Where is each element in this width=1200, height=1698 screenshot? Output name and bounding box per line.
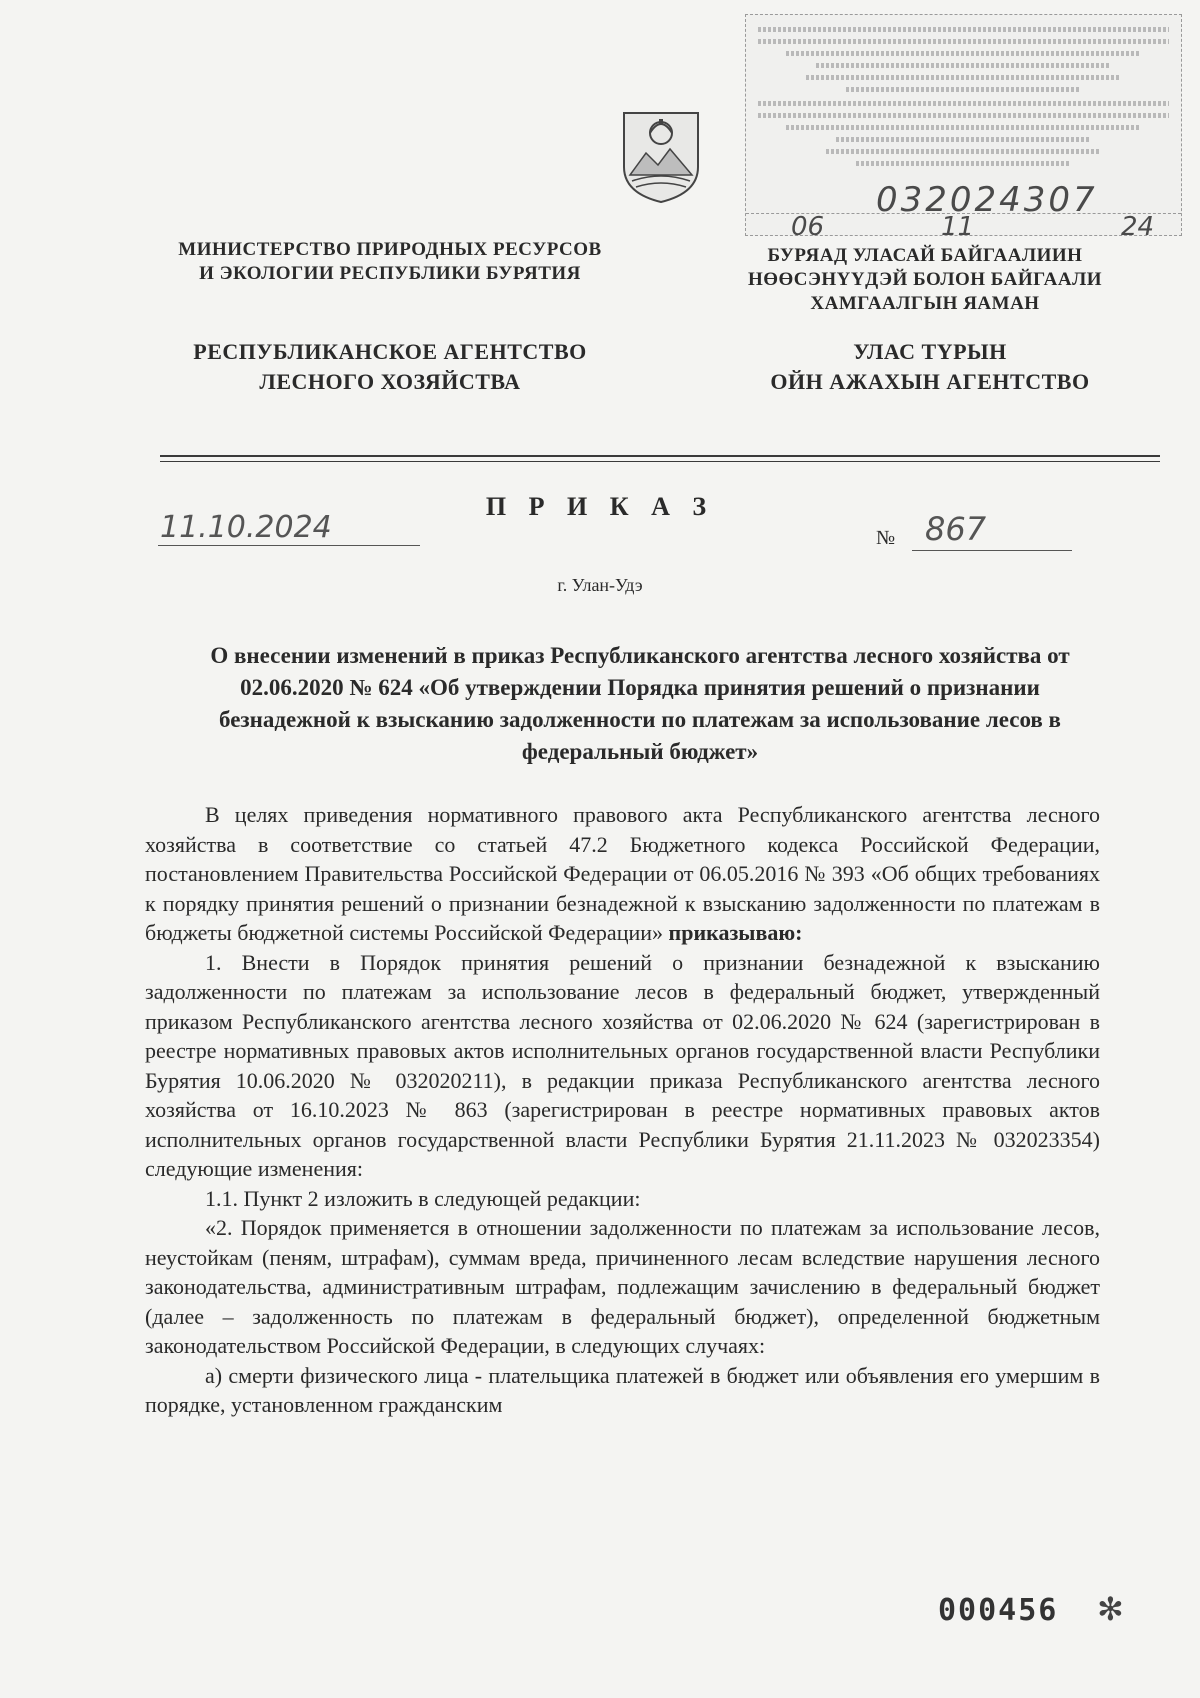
number-underline bbox=[912, 550, 1072, 551]
ministry-name-bur bbox=[715, 244, 1135, 316]
agency-name-bur bbox=[720, 337, 1140, 397]
document-subject: О внесении изменений в приказ Республиканского агентства лесного хозяйства от 02.06.2020 № 624 «Об утверждении Порядка принятия решений о признании безнадежной к взысканию задолженности по платежам за использование лесов в федеральный бюджет» bbox=[210, 643, 1070, 764]
paragraph-item-a: а) смерти физического лица - плательщика платежей в бюджет или объявления его умершим в порядке, установленном гражданским bbox=[145, 1362, 1100, 1417]
order-verb: приказываю: bbox=[668, 920, 803, 945]
agency-bur-line-2: ОЙН АЖАХЫН АГЕНТСТВО bbox=[770, 369, 1090, 394]
paragraph-item-2: «2. Порядок применяется в отношении задолженности по платежам за использование лесов, неустойкам (пеням, штрафам), суммам вреда, причиненного лесам вследствие нарушения лесного законодательства, административным штрафам, подлежащим зачислению в федеральный бюджет (далее – задолженность по платежам в федеральный бюджет), определенной бюджетным законодательством Российской Федерации, в следующих случаях: bbox=[145, 1215, 1100, 1358]
stamp-year: 24 bbox=[1121, 212, 1155, 242]
agency-bur-line-1: УЛАС ТҮРЫН bbox=[853, 339, 1007, 364]
number-label: № bbox=[876, 527, 896, 549]
paragraph-item-1: 1. Внести в Порядок принятия решений о признании безнадежной к взысканию задолженности по платежам за использование лесов в федеральный бюджет, утвержденный приказом Республиканского агентства лесного хозяйства от 02.06.2020 № 624 (зарегистрирован в реестре нормативных правовых актов исполнительных органов государственной власти Республики Бурятия 10.06.2020 № 032020211), в редакции приказа Республиканского агентства лесного хозяйства от 16.10.2023 № 863 (зарегистрирован в реестре нормативных правовых актов исполнительных органов государственной власти Республики Бурятия 21.11.2023 № 032023354) следующие изменения: bbox=[145, 949, 1100, 1181]
paragraph-item-1-1: 1.1. Пункт 2 изложить в следующей редакции: bbox=[205, 1185, 641, 1211]
handwritten-number: 867 bbox=[925, 510, 987, 548]
paragraph-preamble bbox=[145, 800, 1100, 948]
stamp-month: 11 bbox=[941, 212, 975, 242]
ministry-bur-line-1: БУРЯАД УЛАСАЙ БАЙГААЛИИН bbox=[767, 245, 1083, 266]
ministry-bur-line-2: НӨӨСЭНҮҮДЭЙ БОЛОН БАЙГААЛИ bbox=[747, 269, 1103, 290]
stamp-date-row bbox=[746, 212, 1181, 242]
preamble-text: В целях приведения нормативного правового акта Республиканского агентства лесного хозяйства в соответствие со статьей 47.2 Бюджетного кодекса Российской Федерации, постановлением Правительства Российской Федерации от 06.05.2016 № 393 «Об общих требованиях к порядку принятия решений о признании безнадежной к взысканию задолженности по платежам в бюджеты бюджетной системы Российской Федерации» bbox=[145, 802, 1100, 945]
asterisk-mark-icon: ✻ bbox=[1097, 1591, 1124, 1627]
ministry-name-ru bbox=[130, 238, 650, 286]
document-type-title: П Р И К А З bbox=[485, 492, 715, 521]
stamp-day: 06 bbox=[791, 212, 825, 242]
header-divider bbox=[160, 455, 1160, 457]
document-body bbox=[145, 800, 1100, 1420]
agency-name-ru bbox=[130, 337, 650, 397]
ministry-ru-line-2: И ЭКОЛОГИИ РЕСПУБЛИКИ БУРЯТИЯ bbox=[199, 263, 581, 284]
registration-stamp bbox=[745, 14, 1182, 242]
date-underline bbox=[158, 545, 420, 546]
city: г. Улан-Удэ bbox=[557, 575, 643, 595]
header-divider-thin bbox=[160, 461, 1160, 462]
stamp-registration-number: 032024307 bbox=[876, 180, 1098, 220]
ministry-ru-line-1: МИНИСТЕРСТВО ПРИРОДНЫХ РЕСУРСОВ bbox=[178, 239, 602, 260]
handwritten-date: 11.10.2024 bbox=[160, 510, 332, 545]
agency-ru-line-2: ЛЕСНОГО ХОЗЯЙСТВА bbox=[259, 369, 521, 394]
coat-of-arms-icon bbox=[616, 105, 706, 205]
ministry-bur-line-3: ХАМГААЛГЫН ЯАМАН bbox=[810, 293, 1040, 314]
form-serial-number: 000456 bbox=[938, 1593, 1059, 1628]
agency-ru-line-1: РЕСПУБЛИКАНСКОЕ АГЕНТСТВО bbox=[193, 339, 587, 364]
